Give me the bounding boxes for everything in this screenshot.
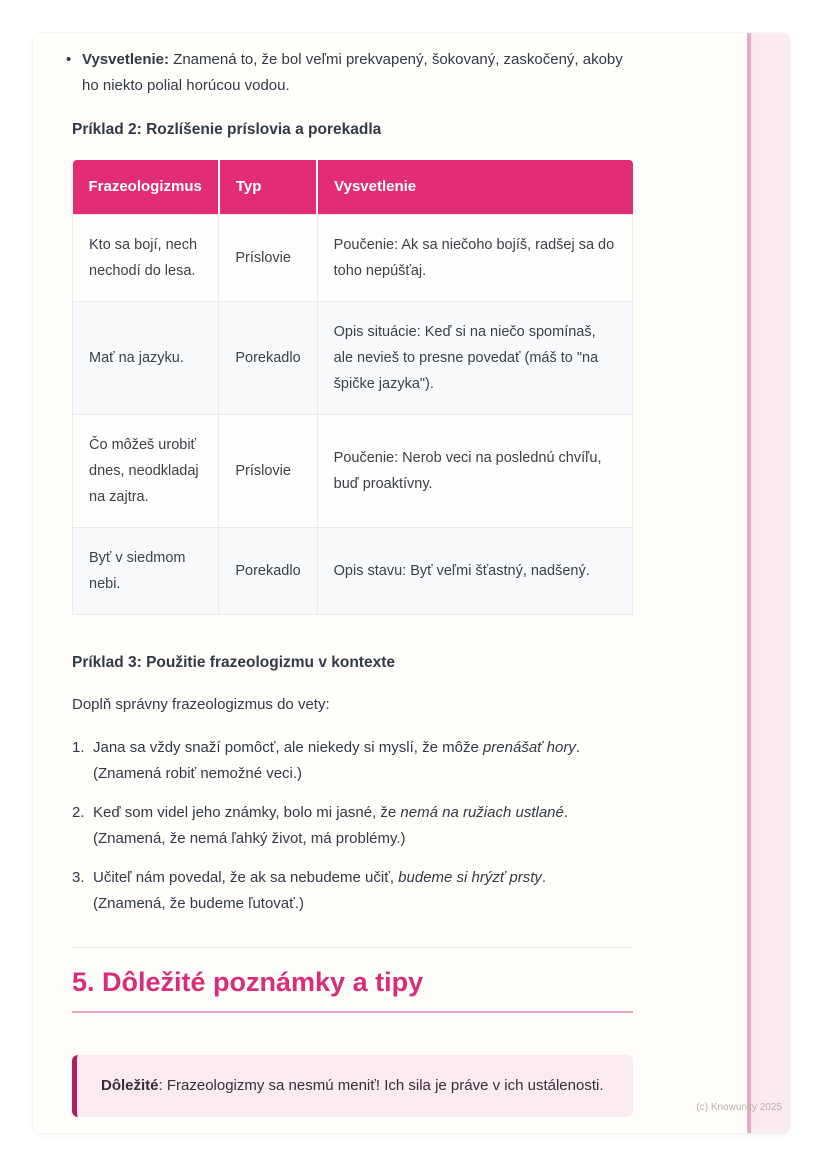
list-item-number: 1. bbox=[72, 739, 85, 756]
callout-label: Dôležité bbox=[101, 1077, 159, 1094]
document-page bbox=[33, 33, 790, 1133]
list-item-number: 3. bbox=[72, 869, 85, 886]
example3-heading: Príklad 3: Použitie frazeologizmu v kontexte bbox=[72, 654, 395, 671]
column-header-vysvetlenie: Vysvetlenie bbox=[317, 160, 632, 215]
table-cell-phrase: Čo môžeš urobiť dnes, neodkladaj na zajtra. bbox=[73, 415, 219, 528]
example2-heading: Príklad 2: Rozlíšenie príslovia a porekadla bbox=[72, 121, 382, 138]
sentence-post: . bbox=[575, 739, 581, 756]
sentence-text bbox=[93, 865, 633, 917]
sentence-pre: Keď som videl jeho známky, bolo mi jasné, že bbox=[93, 804, 401, 821]
table-cell-type: Príslovie bbox=[219, 215, 317, 302]
document-content bbox=[66, 47, 633, 1117]
section5-heading: 5. Dôležité poznámky a tipy bbox=[72, 967, 424, 997]
page-accent-stripe bbox=[747, 33, 790, 1133]
footer-copyright: (c) Knowunity 2025 bbox=[696, 1102, 782, 1113]
table-cell-explanation: Opis stavu: Byť veľmi šťastný, nadšený. bbox=[317, 528, 632, 615]
idiom-phrase: prenášať hory bbox=[482, 739, 576, 756]
phrase-table bbox=[72, 160, 633, 615]
sentence-text bbox=[93, 735, 633, 787]
numbered-list bbox=[72, 735, 633, 917]
table-row bbox=[73, 215, 633, 302]
bullet-item-vysvetlenie bbox=[66, 47, 633, 99]
table-cell-phrase: Kto sa bojí, nech nechodí do lesa. bbox=[73, 215, 219, 302]
bullet-body-text: Znamená to, že bol veľmi prekvapený, šokovaný, zaskočený, akoby ho niekto polial horúcou vodou. bbox=[82, 51, 623, 94]
list-item bbox=[72, 800, 633, 852]
list-item bbox=[72, 865, 633, 917]
table-cell-explanation: Poučenie: Nerob veci na poslednú chvíľu, buď proaktívny. bbox=[317, 415, 632, 528]
important-callout bbox=[72, 1055, 633, 1117]
table-header-row bbox=[73, 160, 633, 215]
callout-text: : Frazeologizmy sa nesmú meniť! Ich sila je práve v ich ustálenosti. bbox=[158, 1077, 604, 1094]
table-row bbox=[73, 415, 633, 528]
column-header-frazeologizmus: Frazeologizmus bbox=[73, 160, 219, 215]
table-row bbox=[73, 528, 633, 615]
sentence-post: . bbox=[541, 869, 547, 886]
table-cell-type: Príslovie bbox=[219, 415, 317, 528]
sentence-pre: Jana sa vždy snaží pomôcť, ale niekedy si myslí, že môže bbox=[93, 739, 483, 756]
bullet-marker: • bbox=[66, 51, 72, 68]
table-cell-phrase: Byť v siedmom nebi. bbox=[73, 528, 219, 615]
idiom-phrase: budeme si hrýzť prsty bbox=[398, 869, 542, 886]
table-cell-type: Porekadlo bbox=[219, 528, 317, 615]
table-cell-type: Porekadlo bbox=[219, 302, 317, 415]
table-row bbox=[73, 302, 633, 415]
table-cell-explanation: Poučenie: Ak sa niečoho bojíš, radšej sa do toho nepúšťaj. bbox=[317, 215, 632, 302]
section-divider bbox=[72, 947, 633, 948]
section5-heading-underline bbox=[72, 1011, 633, 1013]
sentence-post: . bbox=[563, 804, 569, 821]
list-item-number: 2. bbox=[72, 804, 85, 821]
sentence-note: (Znamená robiť nemožné veci.) bbox=[93, 765, 303, 782]
column-header-typ: Typ bbox=[219, 160, 317, 215]
bullet-text bbox=[82, 47, 633, 99]
sentence-note: (Znamená, že nemá ľahký život, má problémy.) bbox=[93, 830, 406, 847]
sentence-text bbox=[93, 800, 633, 852]
table-cell-phrase: Mať na jazyku. bbox=[73, 302, 219, 415]
list-item bbox=[72, 735, 633, 787]
bullet-label: Vysvetlenie: bbox=[82, 51, 169, 68]
table-cell-explanation: Opis situácie: Keď si na niečo spomínaš, ale nevieš to presne povedať (máš to "na špičke jazyka"). bbox=[317, 302, 632, 415]
idiom-phrase: nemá na ružiach ustlané bbox=[400, 804, 564, 821]
fill-in-intro: Doplň správny frazeologizmus do vety: bbox=[72, 696, 330, 713]
sentence-pre: Učiteľ nám povedal, že ak sa nebudeme učiť, bbox=[93, 869, 399, 886]
sentence-note: (Znamená, že budeme ľutovať.) bbox=[93, 895, 304, 912]
